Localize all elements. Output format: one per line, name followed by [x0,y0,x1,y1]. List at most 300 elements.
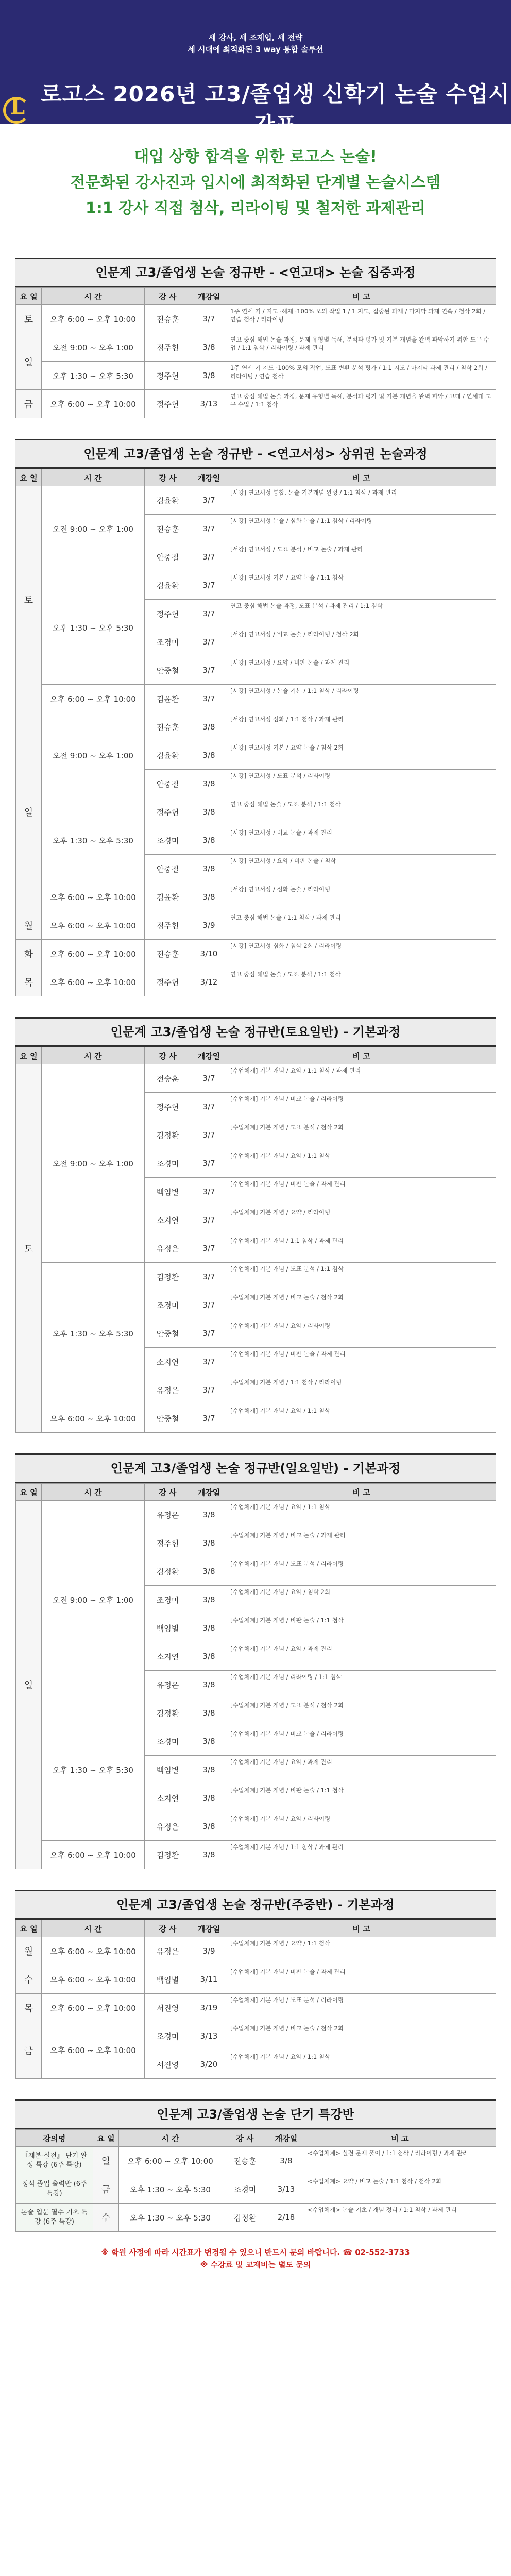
cell-note: [수업체계] 기본 개념 / 요약 / 첨삭 2회 [227,1586,496,1614]
cell-teacher: 정주헌 [145,333,191,362]
cell-start: 3/8 [191,1671,227,1699]
cell-note: [수업체계] 기본 개념 / 1:1 첨삭 / 과제 관리 [227,1234,496,1263]
cell-start: 3/7 [191,1348,227,1376]
cell-teacher: 김정환 [145,1263,191,1291]
footer-notes [0,2232,511,2292]
cell-note: [서강] 연고서성 심화 / 첨삭 2회 / 리라이팅 [227,940,496,968]
cell-teacher: 유정은 [145,1234,191,1263]
cell-teacher: 유정은 [145,1376,191,1404]
cell-start: 3/7 [191,486,227,515]
cell-start: 3/8 [191,333,227,362]
cell-day: 일 [16,713,42,911]
cell-start: 3/8 [191,1614,227,1642]
cell-start: 3/7 [191,305,227,333]
cell-note: [수업체계] 기본 개념 / 리라이팅 / 1:1 첨삭 [227,1671,496,1699]
schedule-table [15,2129,496,2232]
column-header-teacher: 강 사 [145,1920,191,1937]
cell-time: 오후 6:00 ~ 오후 10:00 [42,305,145,333]
cell-teacher: 안중철 [145,1404,191,1433]
cell-teacher: 정주헌 [145,600,191,628]
cell-note: 연고 중심 해법 논술 / 1:1 첨삭 / 과제 관리 [227,911,496,940]
sections [0,258,511,2232]
cell-start: 3/13 [191,390,227,418]
cell-day: 일 [16,1501,42,1869]
cell-note: [수업체계] 기본 개념 / 비교 논술 / 리라이팅 [227,1093,496,1121]
cell-start: 3/8 [191,1784,227,1812]
cell-start: 3/13 [191,2022,227,2050]
cell-teacher: 안중철 [145,656,191,685]
schedule-table [15,1047,496,1433]
cell-start: 3/8 [191,798,227,826]
cell-note: 1주 연세 기 / 지도 ·해제 ·100% 모의 작업 1 / 1 지도, 집중된 과제 / 마지막 과제 연속 / 첨삭 2회 / 연습 첨삭 / 리라이팅 [227,305,496,333]
table-header-row [16,288,496,305]
cell-teacher: 김윤환 [145,741,191,770]
table-row [16,911,496,940]
cell-start: 3/8 [191,770,227,798]
cell-note: [수업체계] 기본 개념 / 요약 / 리라이팅 [227,1206,496,1234]
table-row [16,1263,496,1291]
column-header-teacher: 강 사 [145,1047,191,1064]
table-row [16,390,496,418]
cell-start: 3/8 [191,826,227,855]
cell-note: [수업체계] 기본 개념 / 도표 분석 / 1:1 첨삭 [227,1263,496,1291]
column-header-time: 시 간 [42,288,145,305]
cell-time: 오전 9:00 ~ 오후 1:00 [42,1501,145,1699]
table-row [16,1841,496,1869]
table-row [16,2022,496,2050]
cell-start: 3/7 [191,543,227,571]
cell-start: 3/8 [191,1529,227,1557]
cell-teacher: 백임별 [145,1756,191,1784]
column-header-note: 비 고 [304,2130,496,2147]
column-header-note: 비 고 [227,1047,496,1064]
cell-start: 2/18 [268,2204,304,2232]
cell-start: 3/9 [191,911,227,940]
table-row [16,968,496,996]
table-row [16,2204,496,2232]
column-header-start: 개강일 [191,1047,227,1064]
cell-teacher: 백임별 [145,1614,191,1642]
table-header-row [16,1920,496,1937]
cell-teacher: 전승훈 [145,940,191,968]
table-row [16,1064,496,1093]
cell-time: 오전 9:00 ~ 오후 1:00 [42,333,145,362]
cell-start: 3/8 [191,1812,227,1841]
cell-teacher: 전승훈 [145,515,191,543]
cell-day: 토 [16,305,42,333]
cell-note: [서강] 연고서성 / 요약 / 비판 논술 / 첨삭 [227,855,496,883]
cell-start: 3/8 [191,1557,227,1586]
cell-teacher: 김정환 [145,1699,191,1727]
column-header-time: 시 간 [42,1484,145,1501]
cell-teacher: 정주헌 [145,911,191,940]
cell-start: 3/7 [191,656,227,685]
column-header-note: 비 고 [227,288,496,305]
cell-time: 오후 6:00 ~ 오후 10:00 [42,1965,145,1994]
table-row [16,940,496,968]
cell-time: 오후 6:00 ~ 오후 10:00 [119,2147,222,2175]
column-header-day: 요 일 [16,469,42,486]
cell-time: 오후 6:00 ~ 오후 10:00 [42,968,145,996]
cell-course: 논술 입문 필수 기초 특강 (6주 특강) [16,2204,93,2232]
cell-note: [수업체계] 기본 개념 / 도표 분석 / 첨삭 2회 [227,1121,496,1149]
column-header-day: 요 일 [16,1484,42,1501]
column-header-note: 비 고 [227,469,496,486]
cell-time: 오후 1:30 ~ 오후 5:30 [42,798,145,883]
cell-note: [수업체계] 기본 개념 / 도표 분석 / 첨삭 2회 [227,1699,496,1727]
cell-day: 토 [16,1064,42,1433]
cell-time: 오후 6:00 ~ 오후 10:00 [42,1937,145,1965]
cell-note: <수업체계> 논술 기초 / 개념 정리 / 1:1 첨삭 / 과제 관리 [304,2204,496,2232]
cell-start: 3/7 [191,628,227,656]
cell-note: [수업체계] 기본 개념 / 요약 / 1:1 첨삭 [227,1149,496,1178]
cell-teacher: 서진영 [145,2050,191,2079]
cell-teacher: 서진영 [145,1994,191,2022]
cell-start: 3/8 [191,362,227,390]
cell-note: 연고 중심 해법 논술 과정, 문제 유형별 독해, 분석과 평가 및 기본 개념을 완벽 파악 / 고대 / 연세대 도구 수업 / 1:1 첨삭 [227,390,496,418]
table-row [16,1994,496,2022]
cell-start: 3/12 [191,968,227,996]
cell-teacher: 안중철 [145,770,191,798]
section-title: 인문계 고3/졸업생 논술 정규반(주중반) - 기본과정 [15,1890,496,1920]
cell-day: 월 [16,911,42,940]
cell-time: 오후 6:00 ~ 오후 10:00 [42,2022,145,2079]
column-header-time: 시 간 [119,2130,222,2147]
cell-note: [서강] 연고서성 논술 / 심화 논술 / 1:1 첨삭 / 리라이팅 [227,515,496,543]
column-header-teacher: 강 사 [145,1484,191,1501]
intro-line: 대입 상향 합격을 위한 로고스 논술! [134,148,377,166]
cell-teacher: 전승훈 [145,713,191,741]
cell-note: [수업체계] 기본 개념 / 도표 분석 / 리라이팅 [227,1557,496,1586]
page-title: 로고스 2026년 고3/졸업생 신학기 논술 수업시간표 [41,81,510,138]
cell-time: 오후 6:00 ~ 오후 10:00 [42,1994,145,2022]
cell-teacher: 조경미 [145,2022,191,2050]
cell-note: [수업체계] 기본 개념 / 요약 / 과제 관리 [227,1756,496,1784]
cell-teacher: 김윤환 [145,883,191,911]
cell-teacher: 김정환 [222,2204,268,2232]
cell-start: 3/7 [191,515,227,543]
cell-day: 화 [16,940,42,968]
cell-note: [수업체계] 기본 개념 / 요약 / 1:1 첨삭 [227,1404,496,1433]
column-header-day: 요 일 [16,1047,42,1064]
cell-day: 수 [93,2204,119,2232]
cell-day: 금 [16,2022,42,2079]
table-row [16,2175,496,2204]
cell-start: 3/8 [191,713,227,741]
cell-note: [서강] 연고서성 / 심화 논술 / 리라이팅 [227,883,496,911]
cell-time: 오후 6:00 ~ 오후 10:00 [42,940,145,968]
cell-time: 오후 1:30 ~ 오후 5:30 [42,362,145,390]
cell-note: [서강] 연고서성 심화 / 1:1 첨삭 / 과제 관리 [227,713,496,741]
cell-teacher: 안중철 [145,1319,191,1348]
column-header-course: 강의명 [16,2130,93,2147]
table-header-row [16,469,496,486]
schedule-table [15,1483,496,1869]
cell-note: [서강] 연고서성 / 도표 분석 / 리라이팅 [227,770,496,798]
cell-note: [서강] 연고서성 / 비교 논술 / 과제 관리 [227,826,496,855]
cell-teacher: 조경미 [145,1291,191,1319]
cell-day: 일 [93,2147,119,2175]
cell-note: [서강] 연고서성 기본 / 요약 논술 / 첨삭 2회 [227,741,496,770]
cell-course: 정석 졸업 출력반 (6주 특강) [16,2175,93,2204]
cell-note: 연고 중심 해법 논술 / 도표 분석 / 1:1 첨삭 [227,968,496,996]
cell-teacher: 정주헌 [145,968,191,996]
cell-start: 3/11 [191,1965,227,1994]
table-header-row [16,1484,496,1501]
schedule-table [15,469,496,996]
cell-note: <수업체계> 요약 / 비교 논술 / 1:1 첨삭 / 첨삭 2회 [304,2175,496,2204]
column-header-day: 요 일 [16,1920,42,1937]
cell-time: 오후 6:00 ~ 오후 10:00 [42,685,145,713]
cell-start: 3/7 [191,1178,227,1206]
column-header-day: 요 일 [16,288,42,305]
cell-teacher: 백임별 [145,1178,191,1206]
cell-start: 3/8 [191,1699,227,1727]
footer-note: ※ 학원 사정에 따라 시간표가 변경될 수 있으니 반드시 문의 바랍니다. ☎ 02-552-3733 [101,2248,410,2257]
table-row [16,685,496,713]
cell-day: 목 [16,1994,42,2022]
intro-line: 1:1 강사 직접 첨삭, 리라이팅 및 철저한 과제관리 [86,199,425,217]
cell-teacher: 안중철 [145,543,191,571]
cell-note: [수업체계] 기본 개념 / 요약 / 1:1 첨삭 [227,1501,496,1529]
cell-note: [수업체계] 기본 개념 / 비교 논술 / 첨삭 2회 [227,1291,496,1319]
cell-teacher: 김정환 [145,1121,191,1149]
cell-time: 오후 6:00 ~ 오후 10:00 [42,1404,145,1433]
cell-note: [서강] 연고서성 기본 / 요약 논술 / 1:1 첨삭 [227,571,496,600]
table-row [16,1404,496,1433]
cell-note: [수업체계] 기본 개념 / 요약 / 1:1 첨삭 / 과제 관리 [227,1064,496,1093]
intro-block [0,124,511,237]
cell-start: 3/7 [191,1206,227,1234]
cell-time: 오후 1:30 ~ 오후 5:30 [119,2204,222,2232]
cell-start: 3/8 [191,1841,227,1869]
cell-note: 1주 연세 기 지도 ·100% 모의 작업, 도표 변환 분석 평가 / 1:1 지도 / 마지막 과제 관리 / 첨삭 2회 / 리라이팅 / 연습 첨삭 [227,362,496,390]
cell-note: 연고 중심 해법 논술 과정, 문제 유형별 독해, 분석과 평가 및 기본 개념을 완벽 파악하기 위한 도구 수업 / 1:1 첨삭 / 리라이팅 / 과제 관리 [227,333,496,362]
cell-start: 3/7 [191,1376,227,1404]
cell-note: [수업체계] 기본 개념 / 1:1 첨삭 / 리라이팅 [227,1376,496,1404]
cell-start: 3/7 [191,1064,227,1093]
cell-note: [수업체계] 기본 개념 / 비판 논술 / 과제 관리 [227,1965,496,1994]
cell-teacher: 전승훈 [145,1064,191,1093]
cell-note: [수업체계] 기본 개념 / 요약 / 1:1 첨삭 [227,1937,496,1965]
cell-note: [수업체계] 기본 개념 / 요약 / 과제 관리 [227,1642,496,1671]
cell-note: [수업체계] 기본 개념 / 비판 논술 / 과제 관리 [227,1178,496,1206]
cell-teacher: 유정은 [145,1812,191,1841]
cell-teacher: 조경미 [145,826,191,855]
column-header-teacher: 강 사 [145,469,191,486]
table-row [16,798,496,826]
cell-teacher: 김정환 [145,1557,191,1586]
section-title: 인문계 고3/졸업생 논술 단기 특강반 [15,2099,496,2129]
cell-course: 『제본-실전』 단기 완성 특강 (6주 특강) [16,2147,93,2175]
cell-teacher: 전승훈 [222,2147,268,2175]
cell-teacher: 정주헌 [145,1529,191,1557]
cell-teacher: 소지연 [145,1784,191,1812]
table-row [16,486,496,515]
cell-note: [서강] 연고서성 / 요약 / 비판 논술 / 과제 관리 [227,656,496,685]
cell-time: 오전 9:00 ~ 오후 1:00 [42,713,145,798]
cell-teacher: 조경미 [145,628,191,656]
cell-teacher: 김정환 [145,1841,191,1869]
header-banner [0,0,511,138]
cell-note: [수업체계] 기본 개념 / 비판 논술 / 1:1 첨삭 [227,1784,496,1812]
cell-teacher: 조경미 [145,1586,191,1614]
cell-teacher: 정주헌 [145,362,191,390]
cell-start: 3/10 [191,940,227,968]
table-row [16,571,496,600]
cell-start: 3/7 [191,600,227,628]
cell-teacher: 정주헌 [145,390,191,418]
cell-note: 연고 중심 해법 논술 과정, 도표 분석 / 과제 관리 / 1:1 첨삭 [227,600,496,628]
cell-teacher: 유정은 [145,1671,191,1699]
cell-teacher: 안중철 [145,855,191,883]
cell-teacher: 소지연 [145,1348,191,1376]
cell-start: 3/8 [268,2147,304,2175]
column-header-time: 시 간 [42,469,145,486]
cell-note: [서강] 연고서성 / 비교 논술 / 리라이팅 / 첨삭 2회 [227,628,496,656]
cell-day: 일 [16,333,42,390]
cell-note: <수업체계> 실전 문제 풀이 / 1:1 첨삭 / 리라이팅 / 과제 관리 [304,2147,496,2175]
cell-note: [수업체계] 기본 개념 / 비교 논술 / 과제 관리 [227,1529,496,1557]
cell-start: 3/9 [191,1937,227,1965]
cell-start: 3/7 [191,1234,227,1263]
cell-time: 오전 9:00 ~ 오후 1:00 [42,1064,145,1263]
cell-note: [수업체계] 기본 개념 / 요약 / 리라이팅 [227,1812,496,1841]
cell-time: 오후 6:00 ~ 오후 10:00 [42,1841,145,1869]
table-header-row [16,1047,496,1064]
cell-teacher: 전승훈 [145,305,191,333]
header-tagline [0,32,511,56]
table-row [16,713,496,741]
table-row [16,333,496,362]
cell-time: 오후 6:00 ~ 오후 10:00 [42,883,145,911]
column-header-time: 시 간 [42,1920,145,1937]
cell-start: 3/13 [268,2175,304,2204]
cell-teacher: 조경미 [222,2175,268,2204]
cell-time: 오전 9:00 ~ 오후 1:00 [42,486,145,571]
cell-start: 3/8 [191,1586,227,1614]
cell-time: 오후 1:30 ~ 오후 5:30 [42,571,145,685]
cell-teacher: 유정은 [145,1937,191,1965]
tagline-line: 세 강사, 세 조제입, 세 전략 [208,33,303,42]
column-header-start: 개강일 [191,1920,227,1937]
cell-start: 3/8 [191,883,227,911]
cell-teacher: 김윤환 [145,571,191,600]
cell-note: [수업체계] 기본 개념 / 요약 / 1:1 첨삭 [227,2050,496,2079]
column-header-start: 개강일 [268,2130,304,2147]
section-title: 인문계 고3/졸업생 논술 정규반 - <연고서성> 상위권 논술과정 [15,439,496,469]
title-row [0,77,511,139]
cell-start: 3/7 [191,1319,227,1348]
cell-start: 3/7 [191,1263,227,1291]
cell-note: [서강] 연고서성 / 도표 분석 / 비교 논술 / 과제 관리 [227,543,496,571]
cell-start: 3/8 [191,1756,227,1784]
cell-start: 3/7 [191,1291,227,1319]
column-header-start: 개강일 [191,469,227,486]
table-row [16,1501,496,1529]
cell-teacher: 정주헌 [145,1093,191,1121]
column-header-start: 개강일 [191,288,227,305]
cell-time: 오후 6:00 ~ 오후 10:00 [42,911,145,940]
table-header-row [16,2130,496,2147]
schedule-table [15,1920,496,2079]
cell-day: 목 [16,968,42,996]
column-header-time: 시 간 [42,1047,145,1064]
cell-time: 오후 6:00 ~ 오후 10:00 [42,390,145,418]
cell-day: 월 [16,1937,42,1965]
cell-note: [수업체계] 기본 개념 / 요약 / 리라이팅 [227,1319,496,1348]
cell-start: 3/7 [191,1121,227,1149]
tagline-line: 세 시대에 최적화된 3 way 통합 솔루션 [188,45,323,54]
cell-teacher: 김윤환 [145,486,191,515]
column-header-teacher: 강 사 [145,288,191,305]
column-header-teacher: 강 사 [222,2130,268,2147]
column-header-start: 개강일 [191,1484,227,1501]
cell-note: [서강] 연고서성 통합, 논술 기본개념 완성 / 1:1 첨삭 / 과제 관리 [227,486,496,515]
cell-teacher: 조경미 [145,1149,191,1178]
section-title: 인문계 고3/졸업생 논술 정규반(토요일반) - 기본과정 [15,1017,496,1047]
table-row [16,362,496,390]
cell-note: [수업체계] 기본 개념 / 1:1 첨삭 / 과제 관리 [227,1841,496,1869]
cell-note: [수업체계] 기본 개념 / 비교 논술 / 리라이팅 [227,1727,496,1756]
cell-start: 3/8 [191,1501,227,1529]
footer-note: ※ 수강료 및 교재비는 별도 문의 [200,2260,311,2269]
cell-teacher: 백임별 [145,1965,191,1994]
cell-note: [서강] 연고서성 / 논술 기본 / 1:1 첨삭 / 리라이팅 [227,685,496,713]
cell-note: [수업체계] 기본 개념 / 비교 논술 / 첨삭 2회 [227,2022,496,2050]
schedule-table [15,287,496,418]
cell-note: [수업체계] 기본 개념 / 도표 분석 / 리라이팅 [227,1994,496,2022]
cell-teacher: 소지연 [145,1642,191,1671]
cell-day: 수 [16,1965,42,1994]
cell-day: 토 [16,486,42,713]
table-row [16,1937,496,1965]
column-header-day: 요 일 [93,2130,119,2147]
cell-start: 3/8 [191,855,227,883]
logos-logo-icon: L [0,92,30,125]
cell-teacher: 유정은 [145,1501,191,1529]
cell-note: [수업체계] 기본 개념 / 비판 논술 / 과제 관리 [227,1348,496,1376]
cell-time: 오후 1:30 ~ 오후 5:30 [42,1699,145,1841]
cell-teacher: 소지연 [145,1206,191,1234]
cell-day: 금 [93,2175,119,2204]
cell-start: 3/8 [191,1642,227,1671]
cell-day: 금 [16,390,42,418]
table-row [16,1965,496,1994]
cell-start: 3/7 [191,685,227,713]
cell-start: 3/7 [191,1149,227,1178]
table-row [16,883,496,911]
section-title: 인문계 고3/졸업생 논술 정규반(일요일반) - 기본과정 [15,1453,496,1483]
cell-start: 3/19 [191,1994,227,2022]
cell-start: 3/8 [191,1727,227,1756]
cell-teacher: 김윤환 [145,685,191,713]
table-row [16,2147,496,2175]
cell-note: [수업체계] 기본 개념 / 비판 논술 / 1:1 첨삭 [227,1614,496,1642]
cell-start: 3/8 [191,741,227,770]
cell-teacher: 정주헌 [145,798,191,826]
cell-time: 오후 1:30 ~ 오후 5:30 [42,1263,145,1404]
cell-start: 3/20 [191,2050,227,2079]
table-row [16,305,496,333]
cell-teacher: 조경미 [145,1727,191,1756]
cell-time: 오후 1:30 ~ 오후 5:30 [119,2175,222,2204]
cell-start: 3/7 [191,1093,227,1121]
table-row [16,1699,496,1727]
intro-line: 전문화된 강사진과 입시에 최적화된 단계별 논술시스템 [70,174,441,192]
cell-start: 3/7 [191,571,227,600]
column-header-note: 비 고 [227,1920,496,1937]
